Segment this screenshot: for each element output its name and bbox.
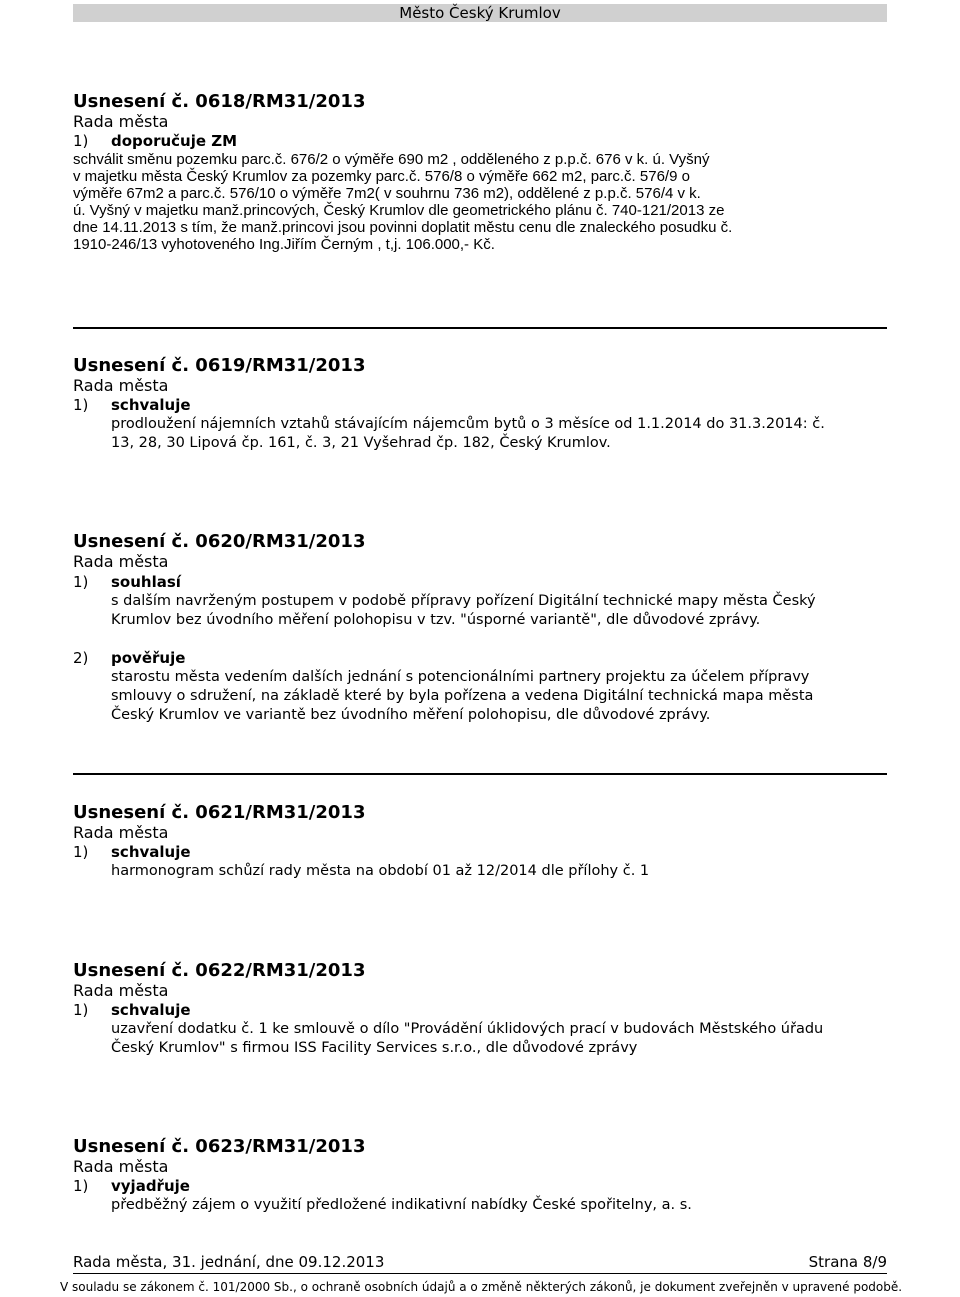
item-number: 1) <box>73 132 89 150</box>
resolution-item <box>73 1001 887 1020</box>
text-line: starostu města vedením dalších jednání s potencionálními partnery projektu za účelem přípravy <box>111 669 810 685</box>
item-number: 1) <box>73 1177 89 1195</box>
text-line: s dalším navrženým postupem v podobě přípravy pořízení Digitální technické mapy města Český <box>111 593 816 609</box>
text-line: schválit směnu pozemku parc.č. 676/2 o výměře 690 m2 , odděleného z p.p.č. 676 v k. ú. Vyšný <box>73 151 710 168</box>
text-line: 1910-246/13 vyhotoveného Ing.Jiřím Černým , t,j. 106.000,- Kč. <box>73 236 495 253</box>
item-text <box>73 668 887 725</box>
item-verb: souhlasí <box>111 573 181 591</box>
resolution-body: Rada města <box>73 1157 169 1176</box>
resolution-0618 <box>73 91 887 253</box>
item-text <box>73 592 887 630</box>
text-line: Český Krumlov" s firmou ISS Facility Services s.r.o., dle důvodové zprávy <box>111 1040 638 1056</box>
resolution-0621 <box>73 802 887 881</box>
text-line: 13, 28, 30 Lipová čp. 161, č. 3, 21 Vyšehrad čp. 182, Český Krumlov. <box>111 435 611 451</box>
item-verb: doporučuje ZM <box>111 132 238 150</box>
footer-meeting-info: Rada města, 31. jednání, dne 09.12.2013 <box>73 1253 385 1271</box>
resolution-item <box>73 396 887 415</box>
page-header <box>73 4 887 22</box>
text-line: prodloužení nájemních vztahů stávajícím nájemcům bytů o 3 měsíce od 1.1.2014 do 31.3.2014: č. <box>111 416 825 432</box>
text-line: výměře 67m2 a parc.č. 576/10 o výměře 7m2( v souhrnu 736 m2), oddělené z p.p.č. 576/4 v k. <box>73 185 701 202</box>
resolution-0622 <box>73 960 887 1058</box>
item-verb: schvaluje <box>111 843 191 861</box>
resolution-title: Usnesení č. 0621/RM31/2013 <box>73 802 366 823</box>
text-line: Český Krumlov ve variantě bez úvodního měření polohopisu, dle důvodové zprávy. <box>111 707 711 723</box>
resolution-item <box>73 573 887 592</box>
resolution-item <box>73 132 887 151</box>
separator-line <box>73 773 887 775</box>
item-number: 1) <box>73 396 89 414</box>
item-number: 2) <box>73 649 89 667</box>
privacy-disclaimer: V souladu se zákonem č. 101/2000 Sb., o ochraně osobních údajů a o změně některých zákonů, je dokument zveřejněn v upravené podobě. <box>60 1280 903 1294</box>
header-title: Město Český Krumlov <box>399 4 561 22</box>
item-verb: schvaluje <box>111 1001 191 1019</box>
item-number: 1) <box>73 1001 89 1019</box>
text-line: uzavření dodatku č. 1 ke smlouvě o dílo "Provádění úklidových prací v budovách Městského úřadu <box>111 1021 824 1037</box>
resolution-body: Rada města <box>73 823 169 842</box>
resolution-body: Rada města <box>73 552 169 571</box>
text-line: předběžný zájem o využití předložené indikativní nabídky České spořitelny, a. s. <box>111 1197 692 1213</box>
resolution-item <box>73 843 887 862</box>
resolution-0619 <box>73 355 887 453</box>
text-line: dne 14.11.2013 s tím, že manž.princovi jsou povinni doplatit městu cenu dle znaleckého posudku č. <box>73 219 733 236</box>
resolution-item <box>73 1177 887 1196</box>
item-text <box>73 862 887 881</box>
separator-line <box>73 327 887 329</box>
resolution-body: Rada města <box>73 112 169 131</box>
item-number: 1) <box>73 573 89 591</box>
item-number: 1) <box>73 843 89 861</box>
page-number: Strana 8/9 <box>808 1253 887 1271</box>
resolution-0623 <box>73 1136 887 1215</box>
footer-divider <box>73 1273 887 1274</box>
item-text <box>73 1196 887 1215</box>
resolution-item <box>73 649 887 668</box>
resolution-title: Usnesení č. 0623/RM31/2013 <box>73 1136 366 1157</box>
text-line: Krumlov bez úvodního měření polohopisu v tzv. "úsporné variantě", dle důvodové zprávy. <box>111 612 761 628</box>
resolution-title: Usnesení č. 0619/RM31/2013 <box>73 355 366 376</box>
text-line: smlouvy o sdružení, na základě které by byla pořízena a vedena Digitální technická mapa města <box>111 688 814 704</box>
item-text <box>73 415 887 453</box>
item-text <box>73 151 887 253</box>
text-line: ú. Vyšný v majetku manž.princových, Český Krumlov dle geometrického plánu č. 740-121/2013 ze <box>73 202 725 219</box>
item-verb: vyjadřuje <box>111 1177 190 1195</box>
resolution-title: Usnesení č. 0622/RM31/2013 <box>73 960 366 981</box>
item-verb: schvaluje <box>111 396 191 414</box>
resolution-0620 <box>73 531 887 725</box>
text-line: v majetku města Český Krumlov za pozemky parc.č. 576/8 o výměře 662 m2, parc.č. 576/9 o <box>73 168 690 185</box>
resolution-title: Usnesení č. 0618/RM31/2013 <box>73 91 366 112</box>
resolution-body: Rada města <box>73 376 169 395</box>
text-line: harmonogram schůzí rady města na období 01 až 12/2014 dle přílohy č. 1 <box>111 863 650 879</box>
resolution-title: Usnesení č. 0620/RM31/2013 <box>73 531 366 552</box>
item-text <box>73 1020 887 1058</box>
item-verb: pověřuje <box>111 649 186 667</box>
resolution-body: Rada města <box>73 981 169 1000</box>
